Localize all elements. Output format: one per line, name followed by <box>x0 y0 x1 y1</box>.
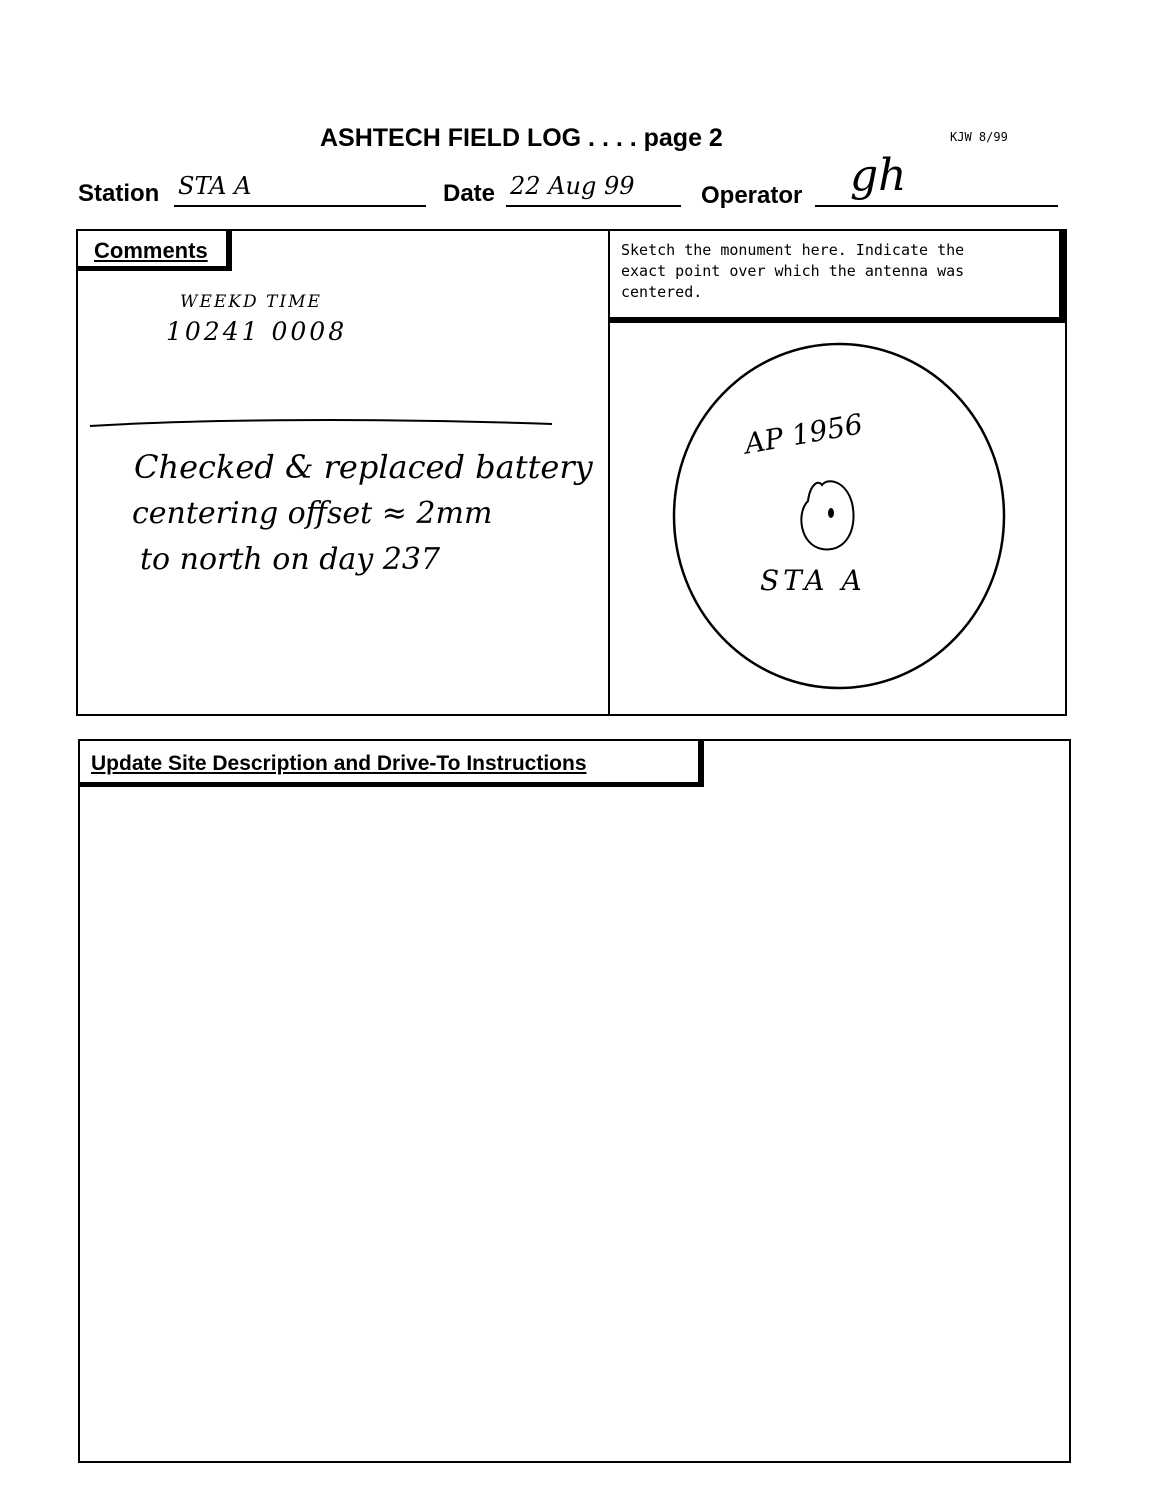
center-point <box>828 508 834 518</box>
handwritten-divider <box>86 414 556 432</box>
date-line <box>506 205 681 207</box>
monument-sketch <box>660 335 1040 700</box>
comments-line: centering offset ≈ 2mm <box>132 496 493 531</box>
form-code: KJW 8/99 <box>950 130 1008 144</box>
station-value: STA A <box>178 172 252 200</box>
operator-line <box>815 205 1058 207</box>
date-value: 22 Aug 99 <box>510 172 635 200</box>
monument-outline <box>674 344 1004 688</box>
date-label: Date <box>443 180 496 207</box>
site-description-box <box>78 739 1071 1463</box>
comments-line: to north on day 237 <box>140 542 441 577</box>
operator-value: gh <box>850 150 907 201</box>
comments-heading: Comments <box>78 231 232 271</box>
page-title: ASHTECH FIELD LOG . . . . page 2 <box>320 124 723 152</box>
sketch-label-bottom: STA A <box>760 564 866 597</box>
station-line <box>174 205 426 207</box>
comments-line: Checked & replaced battery <box>134 448 593 486</box>
center-mark-outline <box>801 481 853 549</box>
site-description-heading: Update Site Description and Drive-To Instructions <box>80 741 704 787</box>
operator-label: Operator <box>701 182 803 209</box>
comments-line: WEEKD TIME <box>180 292 322 312</box>
sketch-label-top: AP 1956 <box>742 407 866 461</box>
station-label: Station <box>78 180 160 207</box>
sketch-instructions: Sketch the monument here. Indicate the exact point over which the antenna was centered. <box>621 241 965 301</box>
comments-line: 10241 0008 <box>166 317 348 346</box>
